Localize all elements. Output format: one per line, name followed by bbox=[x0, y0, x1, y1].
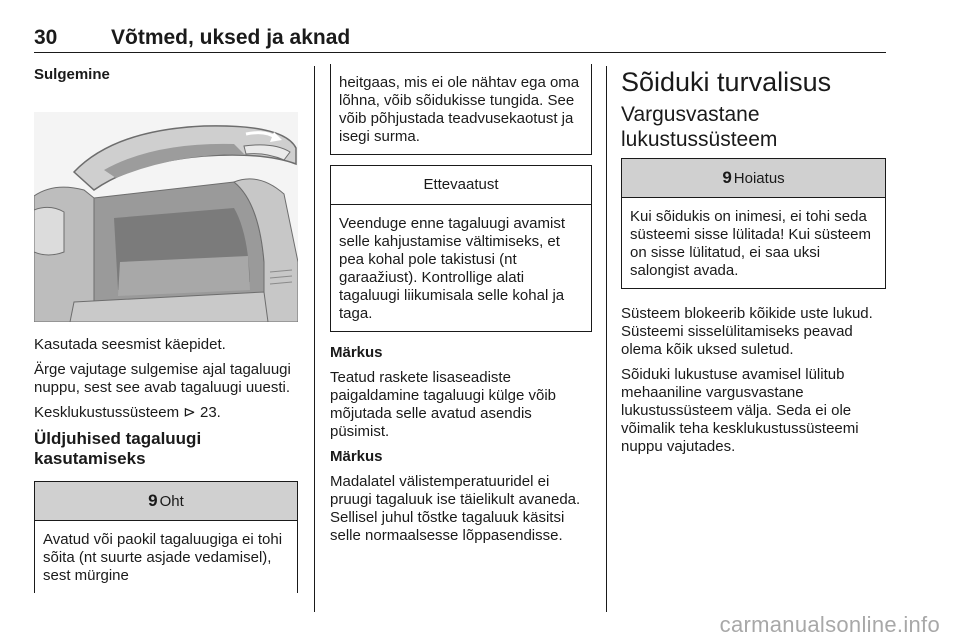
column-2 bbox=[330, 66, 592, 552]
paragraph-do-not-press: Ärge vajutage sulgemise ajal tagaluugi nuppu, sest see avab tagaluugi uuesti. bbox=[34, 361, 291, 396]
warning-triangle-icon: 9 bbox=[722, 168, 732, 187]
note-2-title: Märkus bbox=[330, 448, 383, 465]
note-2 bbox=[330, 448, 592, 545]
caution-box bbox=[330, 165, 592, 332]
tailgate-photo bbox=[34, 112, 298, 322]
caution-box-text: Veenduge enne tagaluugi avamist selle kahjustamise vältimiseks, et pea kohal pole takistusi (nt garaažiust). Kontrollige alati tagaluugi liikumisala selle kohal ja taga. bbox=[339, 215, 566, 322]
danger-box-title: Oht bbox=[159, 493, 184, 510]
warning-triangle-icon: 9 bbox=[148, 491, 158, 510]
note-1 bbox=[330, 344, 592, 441]
chapter-title: Võtmed, uksed ja aknad bbox=[111, 26, 351, 49]
section-title-vehicle-security: Sõiduki turvalisus bbox=[621, 67, 832, 97]
note-2-text: Madalatel välistemperatuuridel ei pruugi tagaluuk ise täielikult avaneda. Sellisel juhul tõstke tagaluuk käsitsi selle normaalsesse lõppasendisse. bbox=[330, 473, 581, 544]
caution-box-header: Ettevaatust bbox=[331, 166, 591, 205]
page-header bbox=[34, 26, 886, 53]
warning-box-title: Hoiatus bbox=[733, 170, 785, 187]
ref-text: Kesklukustussüsteem bbox=[34, 404, 184, 421]
ref-page: 23. bbox=[195, 404, 221, 421]
column-3 bbox=[621, 66, 886, 463]
warning-box-text: Kui sõidukis on inimesi, ei tohi seda süsteemi sisse lülitada! Kui süsteem on sisse lülitatud, ei saa uksi salongist avada. bbox=[630, 208, 871, 279]
paragraph-unlocking: Sõiduki lukustuse avamisel lülitub mehaaniline vargusvastane lukustussüsteem välja. Seda ei ole võimalik teha kesklukustussüsteemi nuppu vajutades. bbox=[621, 366, 859, 455]
column-divider-2 bbox=[606, 66, 607, 612]
paragraph-use-handle: Kasutada seesmist käepidet. bbox=[34, 336, 226, 353]
danger-box-continued bbox=[330, 64, 592, 155]
note-1-text: Teatud raskete lisaseadiste paigaldamine tagaluugi külge võib mõjutada selle avatud asendis püsimist. bbox=[330, 369, 556, 440]
paragraph-system-blocks: Süsteem blokeerib kõikide uste lukud. Süsteemi sisselülitamiseks peavad olema kõik uksed suletud. bbox=[621, 305, 873, 358]
note-1-title: Märkus bbox=[330, 344, 383, 361]
page-number: 30 bbox=[34, 26, 58, 49]
section-title-closing: Sulgemine bbox=[34, 66, 110, 83]
danger-box-header bbox=[35, 482, 297, 521]
danger-box-text: Avatud või paokil tagaluugiga ei tohi sõita (nt suurte asjade vedamisel), sest mürgine bbox=[43, 531, 283, 584]
column-1 bbox=[34, 66, 298, 593]
warning-box-header bbox=[622, 159, 885, 198]
column-divider-1 bbox=[314, 66, 315, 612]
paragraph-central-locking-ref bbox=[34, 404, 298, 422]
subtitle-anti-theft: Vargusvastane lukustussüsteem bbox=[621, 103, 778, 151]
page-ref-icon: ⊳ bbox=[183, 404, 196, 421]
warning-box bbox=[621, 158, 886, 289]
danger-box bbox=[34, 481, 298, 593]
danger-box-continued-text: heitgaas, mis ei ole nähtav ega oma lõhna, võib sõidukisse tungida. See võib põhjustada teadvusekaotust ja isegi surma. bbox=[339, 74, 580, 145]
subheading-general-info: Üldjuhised tagaluugi kasutamiseks bbox=[34, 429, 202, 468]
watermark: carmanualsonline.info bbox=[719, 612, 940, 637]
